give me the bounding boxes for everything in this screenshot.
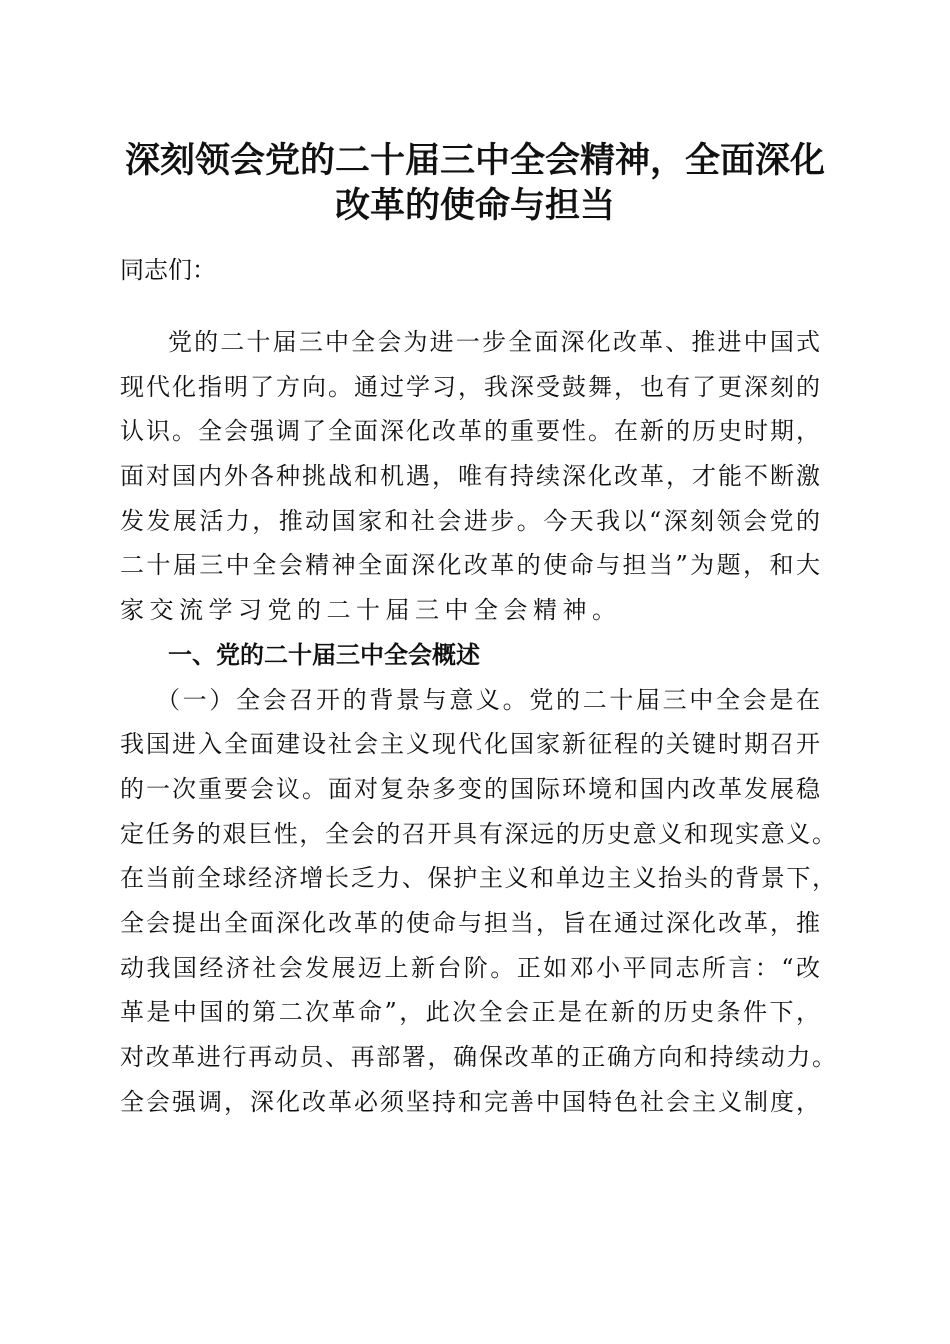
- paragraph-line: 现代化指明了方向。通过学习，我深受鼓舞，也有了更深刻的: [120, 372, 820, 401]
- paragraph-line: 认识。全会强调了全面深化改革的重要性。在新的历史时期，: [120, 417, 820, 446]
- section-heading: 一、党的二十届三中全会概述: [168, 640, 480, 669]
- paragraph-line: 定任务的艰巨性，全会的召开具有深远的历史意义和现实意义。: [120, 819, 836, 848]
- document-title: [110, 138, 840, 228]
- paragraph-line: 动我国经济社会发展迈上新台阶。正如邓小平同志所言：“改: [120, 953, 820, 982]
- paragraph-line: 二十届三中全会精神全面深化改革的使命与担当”为题，和大: [120, 551, 820, 580]
- title-line: 改革的使命与担当: [334, 185, 615, 226]
- paragraph-line: 发发展活力，推动国家和社会进步。今天我以“深刻领会党的: [120, 506, 820, 535]
- paragraph-line: 全会强调，深化改革必须坚持和完善中国特色社会主义制度，: [120, 1087, 820, 1116]
- paragraph-line: 的一次重要会议。面对复杂多变的国际环境和国内改革发展稳: [120, 774, 820, 803]
- paragraph-line: 党的二十届三中全会为进一步全面深化改革、推进中国式: [168, 328, 820, 356]
- paragraph-line: （一）全会召开的背景与意义。党的二十届三中全会是在: [156, 685, 820, 714]
- paragraph-line: 家交流学习党的二十届三中全会精神。: [120, 596, 622, 625]
- document-body: [120, 325, 836, 1129]
- paragraph-line: 在当前全球经济增长乏力、保护主义和单边主义抬头的背景下，: [120, 864, 836, 893]
- greeting: 同志们：: [120, 256, 216, 284]
- paragraph-line: 对改革进行再动员、再部署，确保改革的正确方向和持续动力。: [120, 1043, 836, 1071]
- paragraph-line: 革是中国的第二次革命”，此次全会正是在新的历史条件下，: [120, 998, 820, 1027]
- title-line: 深刻领会党的二十届三中全会精神，全面深化: [124, 140, 825, 181]
- paragraph-line: 全会提出全面深化改革的使命与担当，旨在通过深化改革，推: [120, 908, 820, 937]
- paragraph-line: 我国进入全面建设社会主义现代化国家新征程的关键时期召开: [120, 730, 820, 759]
- paragraph-line: 面对国内外各种挑战和机遇，唯有持续深化改革，才能不断激: [120, 462, 820, 491]
